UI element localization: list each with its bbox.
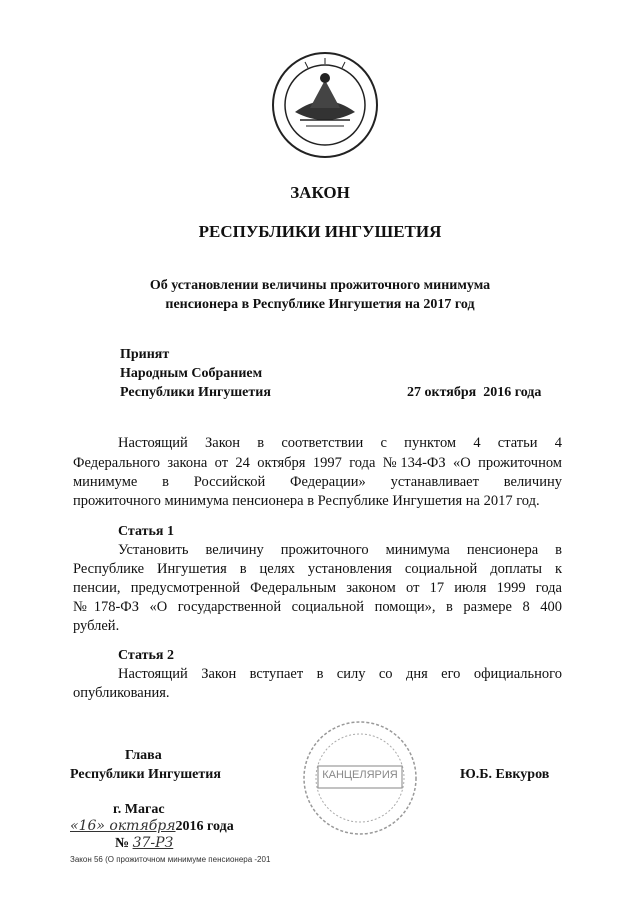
stamp-label: КАНЦЕЛЯРИЯ: [322, 769, 398, 781]
article1-line5: рублей.: [73, 618, 120, 634]
article1-line3: пенсии, предусмотренной Федеральным законом от 17 июля 1999 года: [73, 580, 562, 596]
article1-line4: №178-ФЗ «О государственной социальной помощи», в размере 8 400: [73, 599, 562, 615]
preamble-line2: Федерального закона от 24 октября 1997 года №134-ФЗ «О прожиточном: [73, 455, 562, 471]
file-note: Закон 56 (О прожиточном минимуме пенсионера -201: [70, 855, 271, 864]
signature-position2: Республики Ингушетия: [70, 767, 221, 782]
document-title: ЗАКОН: [290, 183, 350, 202]
preamble-line3: минимуме в Российской Федерации» устанавливает величину: [73, 474, 562, 490]
signing-date-year: 2016 года: [175, 819, 234, 834]
article2-heading: Статья 2: [118, 648, 174, 663]
republic-name: РЕСПУБЛИКИ ИНГУШЕТИЯ: [198, 222, 442, 241]
preamble-line1: Настоящий Закон в соответствии с пунктом 4 статьи 4: [118, 435, 562, 451]
signature-position1: Глава: [125, 748, 162, 763]
signatory-name: Ю.Б. Евкуров: [460, 767, 550, 782]
article1-line1: Установить величину прожиточного минимума пенсионера в: [118, 542, 562, 558]
official-stamp: [300, 718, 420, 838]
adoption-date: 27 октября 2016 года: [407, 385, 542, 400]
adoption-block: [120, 345, 271, 402]
law-subject-line2: пенсионера в Республике Ингушетия на 2017 год: [165, 297, 475, 312]
adoption-line1: Принят: [120, 347, 170, 362]
article2-line2: опубликования.: [73, 685, 170, 701]
law-subject: [100, 276, 540, 314]
law-number: [115, 834, 173, 853]
law-number-label: №: [115, 836, 130, 851]
coat-of-arms-emblem: [270, 50, 380, 160]
law-subject-line1: Об установлении величины прожиточного минимума: [149, 278, 491, 293]
place-city: г. Магас: [113, 802, 165, 817]
article1-line2: Республике Ингушетия в целях установления социальной доплаты к: [73, 561, 562, 577]
law-number-handwritten: 37-РЗ: [132, 835, 174, 851]
preamble-line4: прожиточного минимума пенсионера в Республике Ингушетия на 2017 год.: [73, 493, 540, 509]
article2-line1: Настоящий Закон вступает в силу со дня его официального: [118, 666, 562, 682]
signing-date-handwritten: «16» октября: [70, 818, 176, 834]
article1-heading: Статья 1: [118, 524, 174, 539]
adoption-line3: Республики Ингушетия: [120, 385, 271, 400]
adoption-line2: Народным Собранием: [120, 366, 263, 381]
